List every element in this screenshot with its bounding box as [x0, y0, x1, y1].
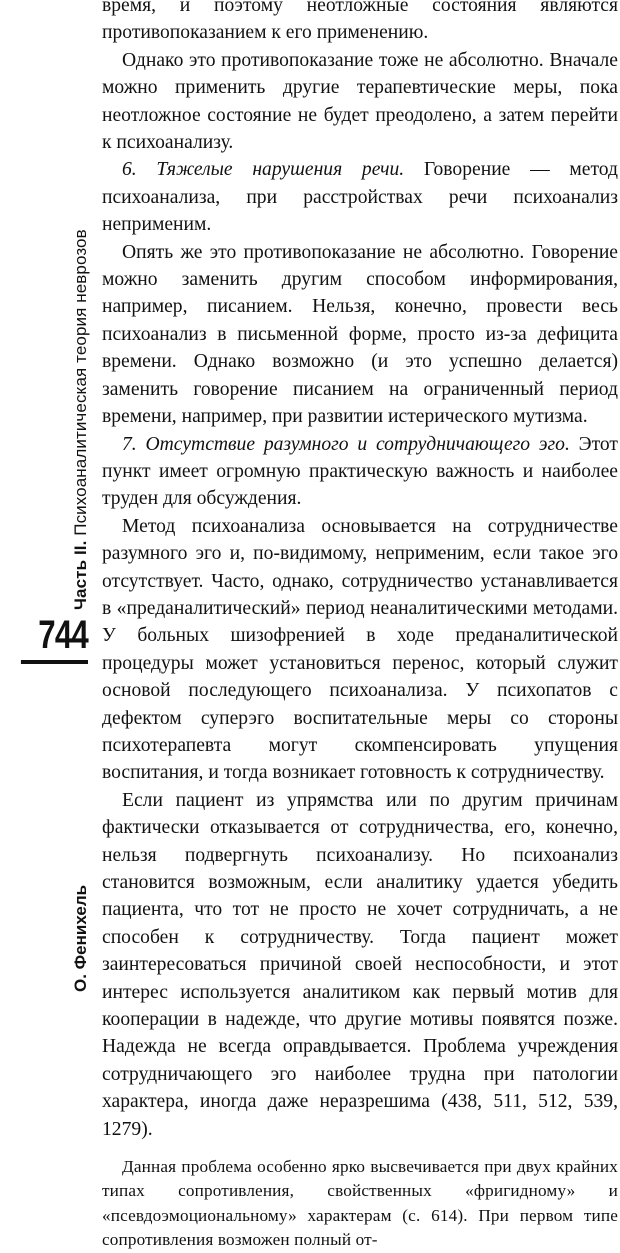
- paragraph: Если пациент из упрямства или по другим причинам фактически отказывается от сотрудничества, его, конечно, нельзя подвергнуть психоанализу. Но психоанализ становится возможным, если аналитику удается убедить пациента, что тот не просто не хочет сотрудничать, а не способен к сотрудничеству. Тогда пациент может заинтересоваться причиной своей неспособности, и этот интерес используется аналитиком как первый мотив для кооперации в надежде, что другие мотивы появятся позже. Надежда не всегда оправдывается. Проблема учреждения сотрудничающего эго наиболее трудна при патологии характера, иногда даже неразрешима (438, 511, 512, 539, 1279).: [102, 789, 618, 1140]
- page-margin: [0, 0, 95, 994]
- author-name: О. Фенихель: [71, 884, 90, 992]
- item-heading: 7. Отсутствие разумного и сотрудничающего эго.: [122, 433, 570, 455]
- paragraph: время, и поэтому неотложные состояния являются противопоказанием к его применению.: [102, 0, 618, 44]
- paragraph-text: Говорение — метод психоанализа, при расстройствах речи психоанализ неприменим.: [102, 159, 618, 236]
- paragraph: Метод психоанализа основывается на сотрудничестве разумного эго и, по-видимому, неприменим, если такое эго отсутствует. Часто, однако, сотрудничество устанавливается в «преданалитический» период неаналитическими методами. У больных шизофренией в ходе преданалитической процедуры может установиться перенос, который служит основой последующего психоанализа. У психопатов с дефектом суперэго воспитательные меры со стороны психотерапевта могут скомпенсировать упущения воспитания, и тогда возникает готовность к сотрудничеству.: [102, 515, 618, 784]
- paragraph: [102, 431, 618, 513]
- paragraph-text: Этот пункт имеет огромную практическую важность и наиболее труден для обсуждения.: [102, 433, 618, 510]
- part-title: Психоаналитическая теория неврозов: [71, 229, 90, 541]
- paragraph: [102, 156, 618, 238]
- small-print-paragraph: Данная проблема особенно ярко высвечивается при двух крайних типах сопротивления, свойственных «фригидному» и «псевдоэмоциональному» характерам (с. 614). При первом типе сопротивления возможен полный от-: [102, 1157, 618, 1250]
- paragraph: Опять же это противопоказание не абсолютно. Говорение можно заменить другим способом информирования, например, писанием. Нельзя, конечно, провести весь психоанализ в письменной форме, просто из-за дефицита времени. Однако возможно (и это успешно делается) заменить говорение писанием на ограниченный период времени, например, при развитии истерического мутизма.: [102, 241, 618, 428]
- page-number: 744: [21, 610, 88, 664]
- body-text: [102, 0, 618, 1253]
- part-label: Часть II.: [71, 540, 90, 610]
- item-heading: 6. Тяжелые нарушения речи.: [122, 159, 405, 181]
- running-head: [71, 229, 91, 610]
- paragraph: Однако это противопоказание тоже не абсолютно. Вначале можно применить другие терапевтические меры, пока неотложное состояние не будет преодолено, а затем перейти к психоанализу.: [102, 49, 618, 154]
